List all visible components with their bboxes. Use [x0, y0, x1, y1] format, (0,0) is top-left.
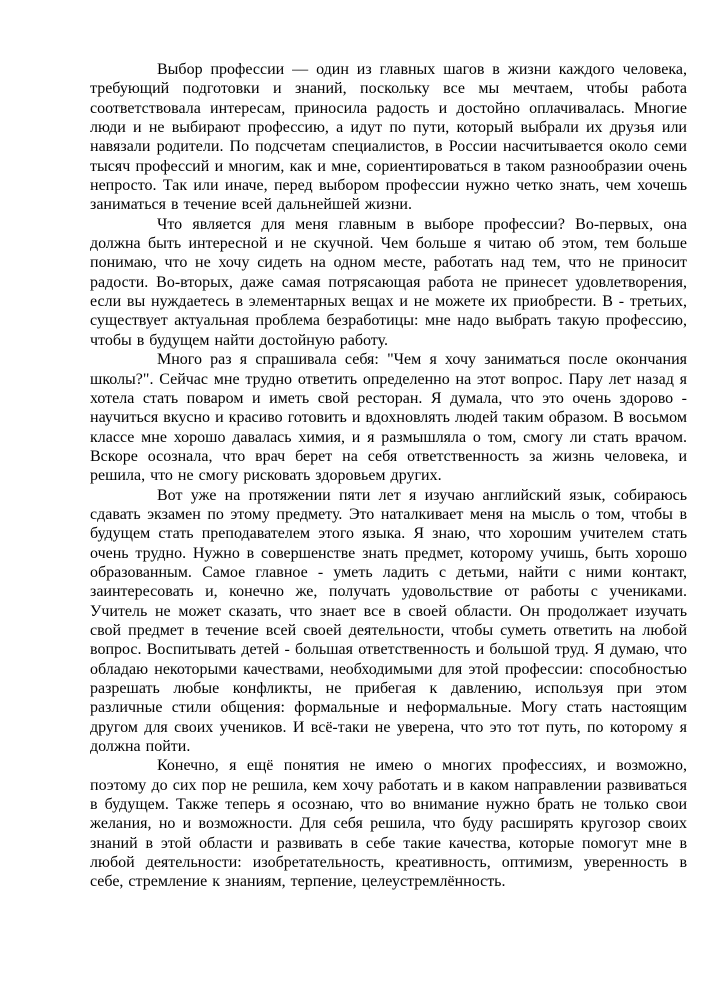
essay-paragraph-conclusion: Конечно, я ещё понятия не имею о многих профессиях, и возможно, поэтому до сих пор не решила, кем хочу работать и в каком направлении развиваться в будущем. Также теперь я осознаю, что во внимание нужно брать не только свои желания, но и возможности. Для себя решила, что буду расширять кругозор своих знаний в этой области и развивать в себе такие качества, которые помогут мне в любой деятельности: изобретательность, креативность, оптимизм, уверенность в себе, стремление к знаниям, терпение, целеустремлённость. [90, 757, 687, 891]
essay-text-block [90, 60, 687, 892]
essay-paragraph-teacher: Вот уже на протяжении пяти лет я изучаю английский язык, собираюсь сдавать экзамен по этому предмету. Это наталкивает меня на мысль о том, чтобы в будущем стать преподавателем этого языка. Я знаю, что хорошим учителем стать очень трудно. Нужно в совершенстве знать предмет, которому учишь, быть хорошо образованным. Самое главное - уметь ладить с детьми, найти с ними контакт, заинтересовать и, конечно же, получать удовольствие от работы с учениками. Учитель не может сказать, что знает все в своей области. Он продолжает изучать свой предмет в течение всей своей деятельности, чтобы суметь ответить на любой вопрос. Воспитывать детей - большая ответственность и большой труд. Я думаю, что обладаю некоторыми качествами, необходимыми для этой профессии: способностью разрешать любые конфликты, не прибегая к давлению, используя при этом различные стили общения: формальные и неформальные. Могу стать настоящим другом для своих учеников. И всё-таки не уверена, что это тот путь, по которому я должна пойти. [90, 486, 687, 756]
essay-paragraph-criteria: Что является для меня главным в выборе профессии? Во-первых, она должна быть интересной и не скучной. Чем больше я читаю об этом, тем больше понимаю, что не хочу сидеть на одном месте, работать над тем, что не приносит радости. Во-вторых, даже самая потрясающая работа не принесет удовлетворения, если вы нуждаетесь в элементарных вещах и не можете их приобрести. В - третьих, существует актуальная проблема безработицы: мне надо выбрать такую профессию, чтобы в будущем найти достойную работу. [90, 215, 687, 349]
essay-paragraph-intro: Выбор профессии — один из главных шагов в жизни каждого человека, требующий подготовки и знаний, поскольку все мы мечтаем, чтобы работа соответствовала интересам, приносила радость и достойно оплачивалась. Многие люди и не выбирают профессию, а идут по пути, который выбрали их друзья или навязали родители. По подсчетам специалистов, в России насчитывается около семи тысяч профессий и многим, как и мне, сориентироваться в таком разнообразии очень непросто. Так или иначе, перед выбором профессии нужно четко знать, чем хочешь заниматься в течение всей дальнейшей жизни. [90, 61, 687, 214]
essay-paragraph-past-choices: Много раз я спрашивала себя: "Чем я хочу заниматься после окончания школы?". Сейчас мне трудно ответить определенно на этот вопрос. Пару лет назад я хотела стать поваром и иметь свой ресторан. Я думала, что это очень здорово - научиться вкусно и красиво готовить и вдохновлять людей таким образом. В восьмом классе мне хорошо давалась химия, и я размышляла о том, смогу ли стать врачом. Вскоре осознала, что врач берет на себя ответственность за жизнь человека, и решила, что не смогу рисковать здоровьем других. [90, 351, 687, 485]
